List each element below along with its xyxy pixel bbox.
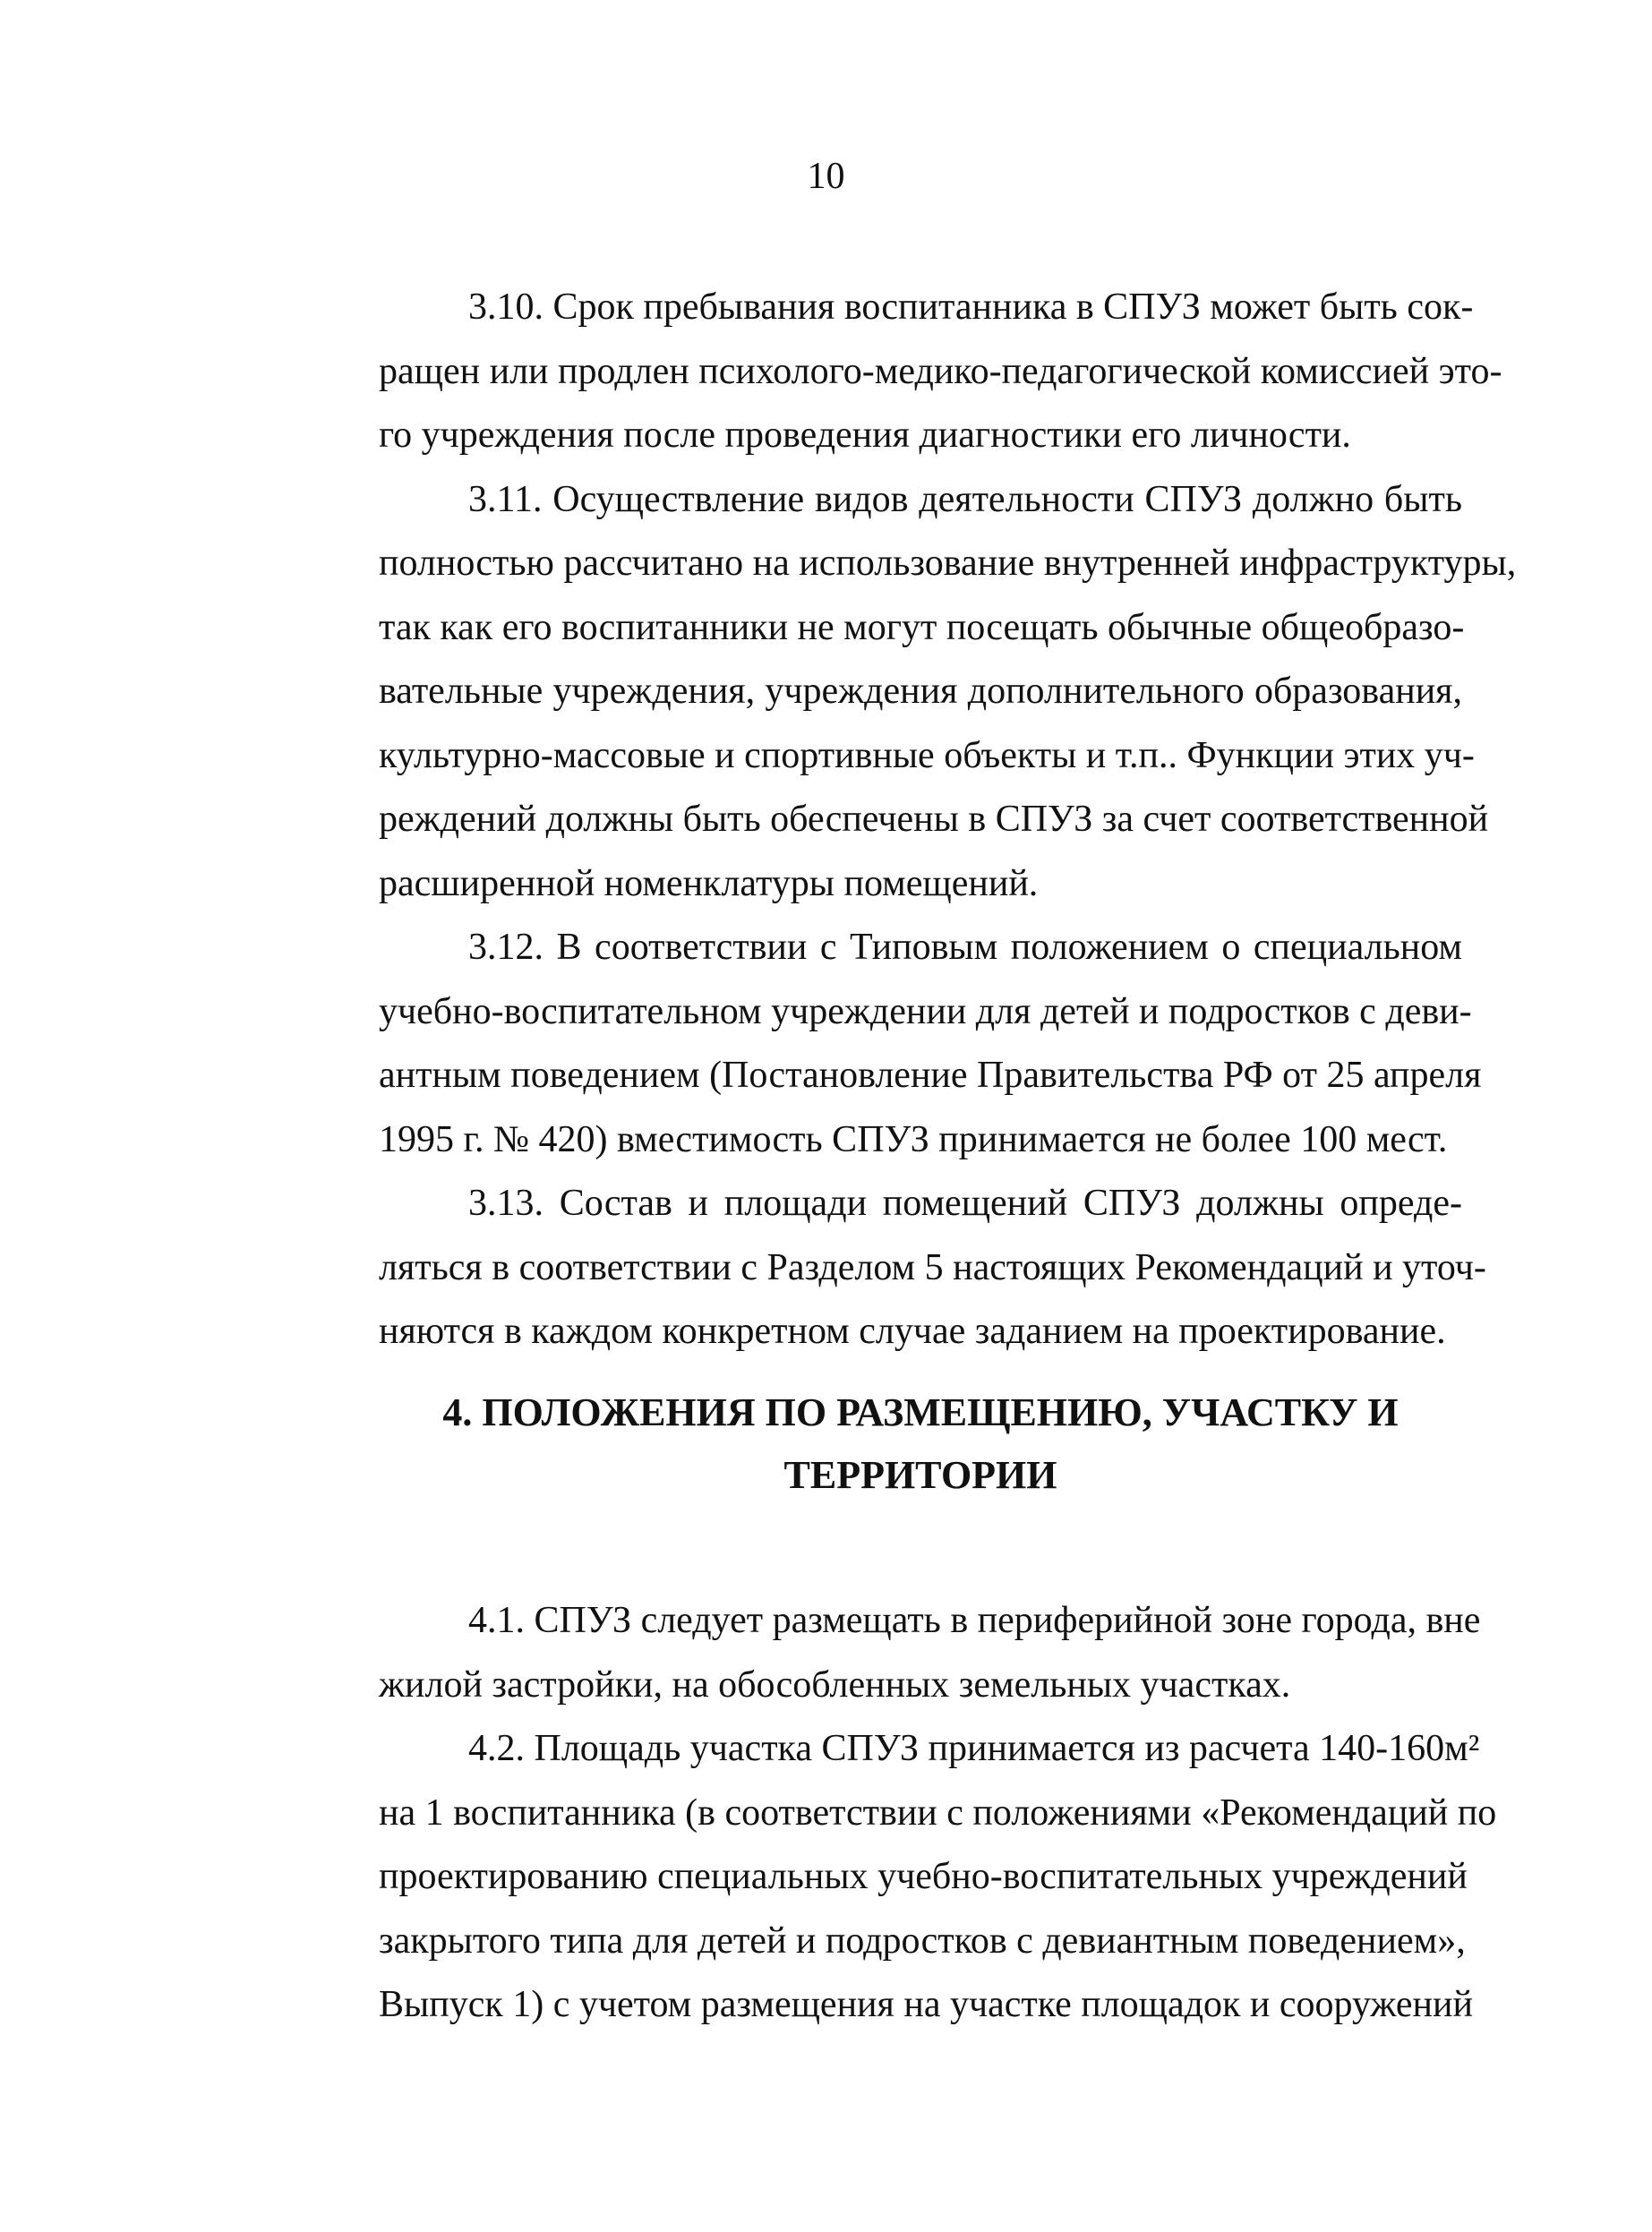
text-line: закрытого типа для детей и подростков с девиантным поведением», <box>379 1920 1466 1962</box>
paragraph-3-12 <box>379 916 1482 1172</box>
text-line: антным поведением (Постановление Правительства РФ от 25 апреля <box>379 1055 1482 1096</box>
paragraph-4-1 <box>379 1589 1481 1717</box>
text-line: полностью рассчитано на использование внутренней инфраструктуры, <box>379 543 1517 584</box>
text-line: Выпуск 1) с учетом размещения на участке площадок и сооружений <box>379 1984 1473 2025</box>
paragraph-3-10 <box>379 276 1502 468</box>
heading-line-2: ТЕРРИТОРИИ <box>783 1453 1057 1497</box>
text-line: вательные учреждения, учреждения дополнительного образования, <box>379 671 1462 712</box>
text-line: 3.11. Осуществление видов деятельности СПУЗ должно быть <box>468 478 1462 520</box>
section-4-heading <box>379 1381 1462 1507</box>
text-line: проектированию специальных учебно-воспитательных учреждений <box>379 1856 1468 1897</box>
text-line: расширенной номенклатуры помещений. <box>379 862 1039 904</box>
text-line: 4.2. Площадь участка СПУЗ принимается из расчета 140-160м² <box>468 1728 1480 1769</box>
text-line: 3.12. В соответствии с Типовым положением о специальном <box>468 927 1462 968</box>
text-line: 1995 г. № 420) вместимость СПУЗ принимается не более 100 мест. <box>379 1118 1448 1160</box>
heading-line-1: 4. ПОЛОЖЕНИЯ ПО РАЗМЕЩЕНИЮ, УЧАСТКУ И <box>442 1390 1399 1434</box>
text-line: 3.10. Срок пребывания воспитанника в СПУЗ может быть сок- <box>468 286 1474 328</box>
text-line: учебно-воспитательном учреждении для детей и подростков с деви- <box>379 990 1472 1032</box>
paragraph-4-2 <box>379 1717 1497 2038</box>
text-line: 3.13. Состав и площади помещений СПУЗ должны опреде- <box>468 1183 1462 1224</box>
text-line: жилой застройки, на обособленных земельных участках. <box>379 1663 1291 1706</box>
text-line: ращен или продлен психолого-медико-педагогической комиссией это- <box>379 350 1502 392</box>
text-line: так как его воспитанники не могут посещать обычные общеобразо- <box>379 606 1465 648</box>
text-line: культурно-массовые и спортивные объекты и т.п.. Функции этих уч- <box>379 734 1475 776</box>
text-line: реждений должны быть обеспечены в СПУЗ за счет соответственной <box>379 799 1489 840</box>
section-3-text <box>379 276 1517 1364</box>
text-line: ляться в соответствии с Разделом 5 настоящих Рекомендаций и уточ- <box>379 1246 1486 1288</box>
text-line: 4.1. СПУЗ следует размещать в периферийной зоне города, вне <box>468 1600 1481 1641</box>
text-line: го учреждения после проведения диагностики его личности. <box>379 415 1351 456</box>
text-line: на 1 воспитанника (в соответствии с положениями «Рекомендаций по <box>379 1792 1497 1834</box>
page-number: 10 <box>807 156 845 197</box>
section-4-text <box>379 1589 1497 2038</box>
paragraph-3-11 <box>379 468 1517 917</box>
text-line: няются в каждом конкретном случае заданием на проектирование. <box>379 1311 1446 1352</box>
paragraph-3-13 <box>379 1172 1486 1364</box>
